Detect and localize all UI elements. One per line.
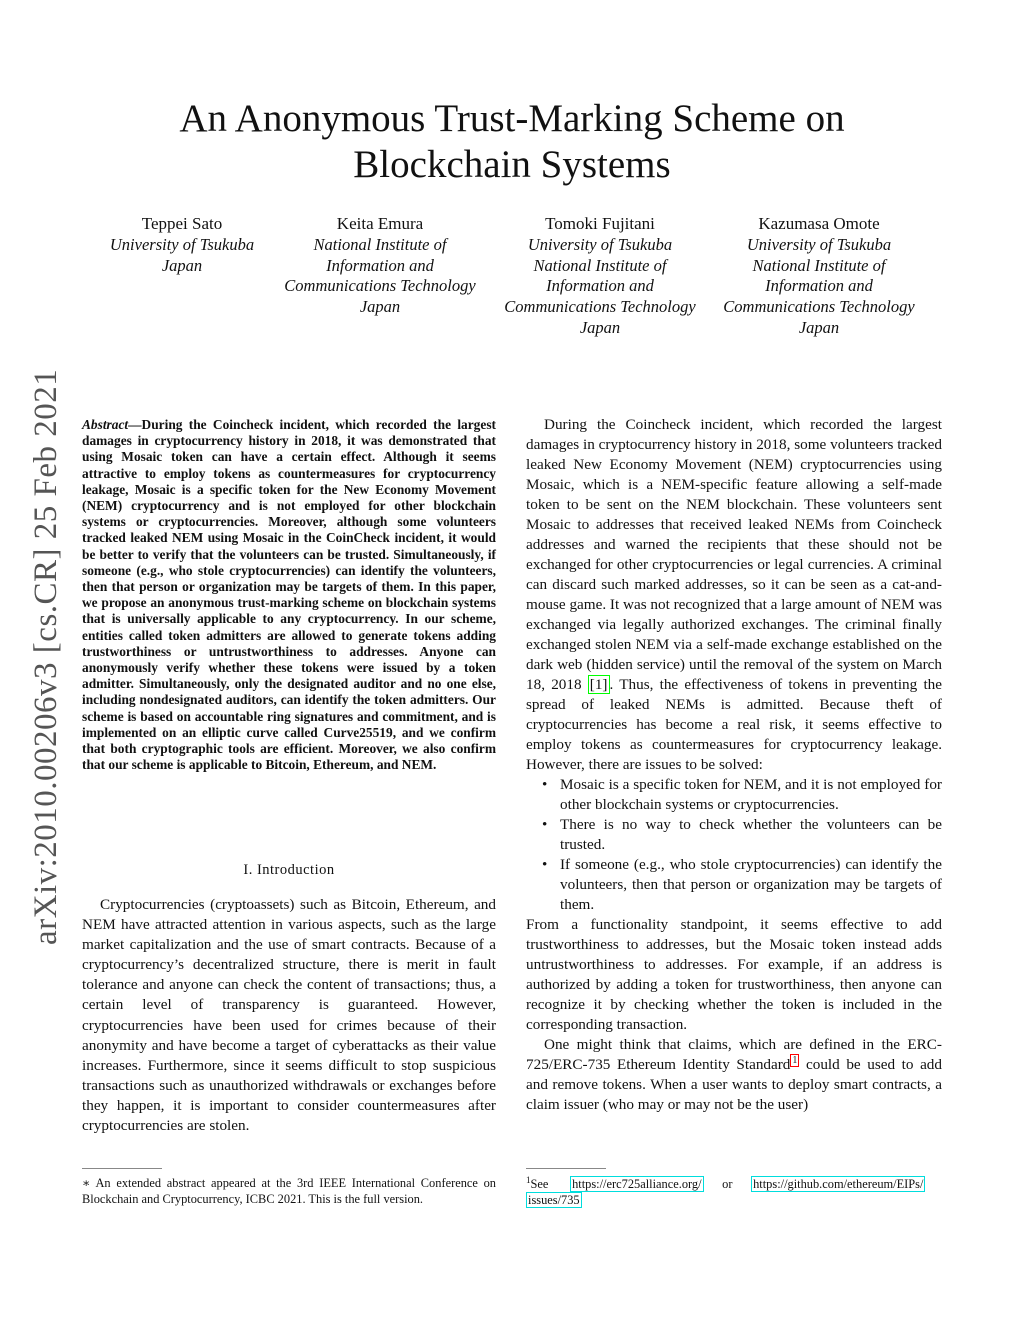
author-block-2	[270, 214, 490, 318]
paragraph-text: could be used to add and remove tokens. When a user wants to deploy smart contracts, a claim issuer (who may or may not be the user)	[526, 1056, 942, 1113]
author-affiliation: Japan	[161, 255, 203, 275]
footnote-url-link[interactable]: https://github.com/ethereum/EIPs/	[753, 1177, 924, 1191]
author-affiliation: Communications Technology	[284, 276, 476, 296]
footnote-text: See	[530, 1177, 549, 1191]
author-name: Kazumasa Omote	[758, 214, 880, 233]
footnote-link[interactable]: 1	[792, 1054, 798, 1066]
bullet-icon: •	[542, 856, 548, 873]
introduction-paragraph: Cryptocurrencies (cryptoassets) such as Bitcoin, Ethereum, and NEM have attracted attention in various aspects, such as the large market capitalization and the use of smart contracts. Because of a cryptocurrency’s decentralized structure, there is merit in fault tolerance and anyone can check the content of transactions; thus, a certain level of transparency is guaranteed. However, cryptocurrencies have been used for crimes because of their anonymity and have become a target of cyberattacks as their value increases. Furthermore, since it seems difficult to stop suspicious transactions such as unauthorized withdrawals or exchanges before they happen, it is important to consider countermeasures after cryptocurrencies are stolen.	[82, 896, 496, 1135]
paragraph-text: One might think that claims, which are defined in the ERC-725/ERC-735 Ethereum Identity Standard	[526, 1036, 942, 1073]
footnote-number: 1	[526, 1174, 531, 1185]
footnote-url-link[interactable]: issues/735	[528, 1193, 580, 1207]
author-name: Tomoki Fujitani	[545, 214, 655, 233]
author-affiliation: Japan	[798, 317, 840, 337]
list-item	[542, 775, 942, 815]
author-name: Keita Emura	[336, 214, 424, 233]
paragraph-text: During the Coincheck incident, which recorded the largest damages in cryptocurrency history in 2018, some volunteers tracked leaked New Economy Movement (NEM) cryptocurrencies using Mosaic, which is a NEM-specific feature allowing a self-made token to be sent on the NEM blockchain. These volunteers sent Mosaic to addresses that received leaked NEMs from Coincheck addresses and warned the recipients that these should not be exchanged for other cryptocurrencies or legal currencies. A criminal can discard such marked addresses, so it can be seen as a cat-and-mouse game. It was not recognized that a large amount of NEM was exchanged via legally authorized exchanges. The criminal finally exchanged stolen NEM via a self-made exchange established on the dark web (hidden service) until the removal of the system on March 18, 2018	[526, 416, 942, 693]
footnote-right	[526, 1176, 942, 1208]
list-item-text: If someone (e.g., who stole cryptocurrencies) can identify the volunteers, then that person or organization may be targets of them.	[560, 856, 942, 913]
author-affiliation: Information and	[765, 276, 873, 296]
citation-link[interactable]: [1]	[589, 676, 608, 693]
paper-title-line-1: An Anonymous Trust-Marking Scheme on	[179, 97, 845, 140]
paragraph	[526, 1035, 942, 1115]
footnote-mark: ∗	[82, 1176, 91, 1190]
author-affiliation: University of Tsukuba	[746, 234, 892, 254]
author-affiliation: National Institute of	[533, 255, 667, 275]
paragraph-text: . Thus, the effectiveness of tokens in preventing the spread of leaked NEMs is admitted. Because theft of cryptocurrencies has become a real risk, it seems effective to employ tokens as countermeasures for cryptocurrency leakage. However, there are issues to be solved:	[526, 676, 943, 773]
author-affiliation: National Institute of	[313, 234, 447, 254]
paragraph: From a functionality standpoint, it seems effective to add trustworthiness to addresses, but the Mosaic token instead adds untrustworthiness to addresses. For example, if an address is authorized by adding a token for trustworthiness, then anyone can recognize it by checking whether the token is included in the corresponding transaction.	[526, 916, 942, 1033]
abstract-text: —During the Coincheck incident, which recorded the largest damages in cryptocurrency history in 2018, it was demonstrated that using Mosaic token can have a certain effect. Although it seems attractive to employ tokens as countermeasures for cryptocurrency leakage, Mosaic is a specific token for the New Economy Movement (NEM) cryptocurrency and is not employed for other blockchain systems or cryptocurrencies. Moreover, although some volunteers tracked leaked NEM using Mosaic in the CoinCheck incident, it would be better to verify that the volunteers can be trusted. Simultaneously, if someone (e.g., who stole cryptocurrencies) can identify the volunteers, then that person or organization may be targets of them. In this paper, we propose an anonymous trust-marking scheme on blockchain systems that is universally applicable to any cryptocurrency. In our scheme, entities called token admitters are allowed to generate tokens adding trustworthiness or untrustworthiness to addresses. Anyone can anonymously verify whether these tokens were issued by a token admitter. Simultaneously, only the designated auditor and no one else, including nondesignated auditors, can identify the token admitters. Our scheme is based on accountable ring signatures and commitment, and is implemented on an elliptic curve called Curve25519, and we confirm that both cryptographic tools are efficient. Moreover, we also confirm that our scheme is applicable to Bitcoin, Ethereum, and NEM.	[82, 417, 496, 773]
author-block-3	[490, 214, 710, 339]
footnote-url-link[interactable]: https://erc725alliance.org/	[572, 1177, 702, 1191]
author-affiliation: National Institute of	[752, 255, 886, 275]
author-affiliation: Japan	[359, 297, 401, 317]
issue-list	[526, 775, 942, 915]
arxiv-identifier[interactable]: arXiv:2010.00206v3 [cs.CR] 25 Feb 2021	[28, 368, 64, 945]
paper-title-line-2: Blockchain Systems	[353, 143, 671, 186]
abstract	[82, 417, 496, 773]
author-affiliation: University of Tsukuba	[109, 234, 255, 254]
paragraph	[526, 415, 942, 775]
footnote-text: An extended abstract appeared at the 3rd IEEE International Conference on Blockchain and Cryptocurrency, ICBC 2021. This is the full version.	[82, 1176, 496, 1206]
section-heading: I. Introduction	[243, 862, 335, 878]
list-item-text: Mosaic is a specific token for NEM, and it is not employed for other blockchain systems or cryptocurrencies.	[560, 776, 942, 813]
author-block-1	[72, 214, 292, 276]
footnote-rule	[82, 1168, 162, 1169]
author-affiliation: Communications Technology	[504, 297, 696, 317]
list-item-text: There is no way to check whether the volunteers can be trusted.	[560, 816, 942, 853]
abstract-label: Abstract	[82, 417, 129, 432]
author-affiliation: Information and	[546, 276, 654, 296]
bullet-icon: •	[542, 776, 548, 793]
author-affiliation: Communications Technology	[723, 297, 915, 317]
footnote-text: or	[722, 1177, 733, 1191]
author-name: Teppei Sato	[141, 214, 223, 233]
right-column	[526, 415, 942, 1115]
list-item	[542, 815, 942, 855]
author-affiliation: University of Tsukuba	[527, 234, 673, 254]
author-affiliation: Japan	[579, 317, 621, 337]
footnote-left	[82, 1176, 496, 1207]
author-affiliation: Information and	[326, 255, 434, 275]
author-block-4	[709, 214, 929, 339]
list-item	[542, 855, 942, 915]
footnote-rule	[526, 1168, 606, 1169]
bullet-icon: •	[542, 816, 548, 833]
